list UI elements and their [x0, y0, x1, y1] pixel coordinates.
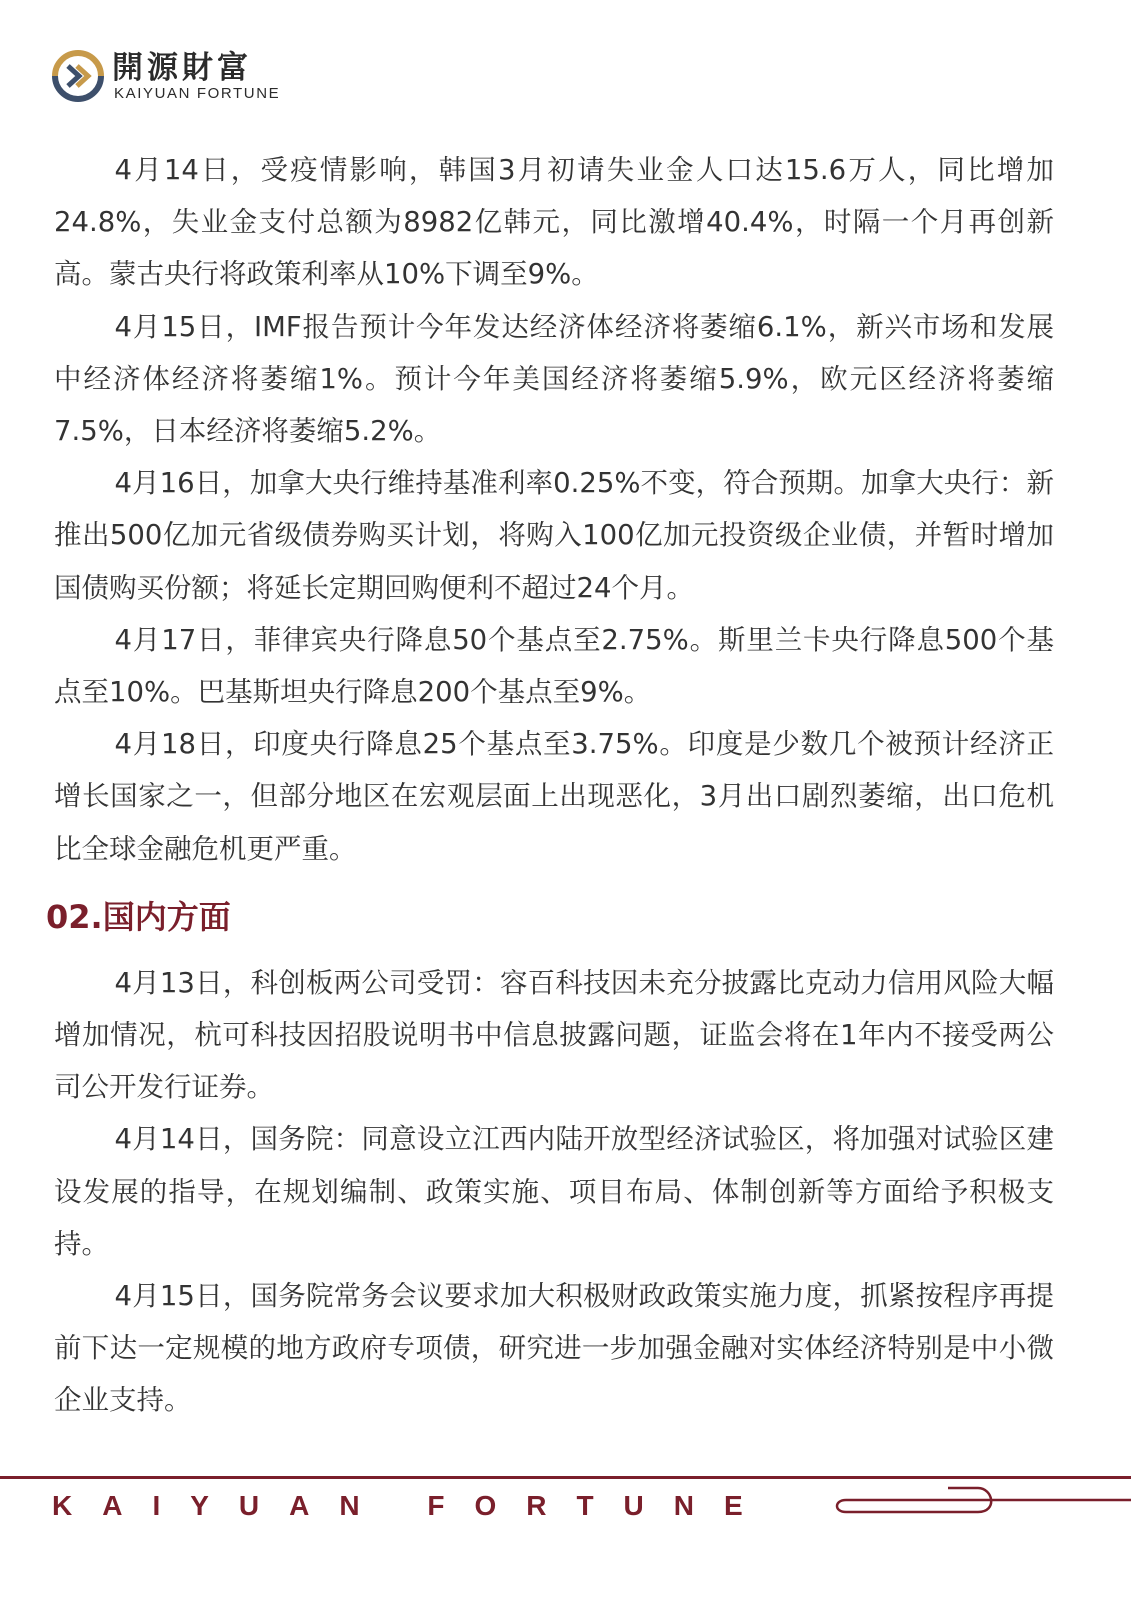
- international-paragraph: 4月15日，IMF报告预计今年发达经济体经济将萎缩6.1%，新兴市场和发展中经济体经济将萎缩1%。预计今年美国经济将萎缩5.9%，欧元区经济将萎缩7.5%，日本经济将萎缩5.2%。: [54, 310, 1054, 448]
- article-content: [46, 144, 1054, 1427]
- international-paragraph: 4月18日，印度央行降息25个基点至3.75%。印度是少数几个被预计经济正增长国家之一，但部分地区在宏观层面上出现恶化，3月出口剧烈萎缩，出口危机比全球金融危机更严重。: [54, 728, 1054, 865]
- section-title-domestic: 02.国内方面: [46, 897, 231, 936]
- international-paragraph: 4月16日，加拿大央行维持基准利率0.25%不变，符合预期。加拿大央行：新推出500亿加元省级债券购买计划，将购入100亿加元投资级企业债，并暂时增加国债购买份额；将延长定期回购便利不超过24个月。: [54, 467, 1054, 604]
- logo-english-name: KAIYUAN FORTUNE: [114, 85, 281, 102]
- footer-ribbon-decoration: [828, 1470, 1131, 1530]
- domestic-paragraph: 4月15日，国务院常务会议要求加大积极财政政策实施力度，抓紧按程序再提前下达一定规模的地方政府专项债，研究进一步加强金融对实体经济特别是中小微企业支持。: [54, 1280, 1054, 1417]
- international-paragraph: 4月14日，受疫情影响，韩国3月初请失业金人口达15.6万人，同比增加24.8%，失业金支付总额为8982亿韩元，同比激增40.4%，时隔一个月再创新高。蒙古央行将政策利率从10%下调至9%。: [54, 154, 1054, 291]
- international-paragraph: 4月17日，菲律宾央行降息50个基点至2.75%。斯里兰卡央行降息500个基点至10%。巴基斯坦央行降息200个基点至9%。: [54, 623, 1054, 709]
- kaiyuan-logo-icon: [52, 50, 104, 102]
- domestic-paragraph: 4月14日，国务院：同意设立江西内陆开放型经济试验区，将加强对试验区建设发展的指导，在规划编制、政策实施、项目布局、体制创新等方面给予积极支持。: [54, 1123, 1054, 1260]
- header: [52, 50, 452, 110]
- footer-brand-text: KAIYUAN FORTUNE: [52, 1490, 773, 1521]
- domestic-paragraph: 4月13日，科创板两公司受罚：容百科技因未充分披露比克动力信用风险大幅增加情况，杭可科技因招股说明书中信息披露问题，证监会将在1年内不接受两公司公开发行证券。: [54, 966, 1054, 1104]
- logo-chinese-name: 開源財富: [112, 50, 252, 86]
